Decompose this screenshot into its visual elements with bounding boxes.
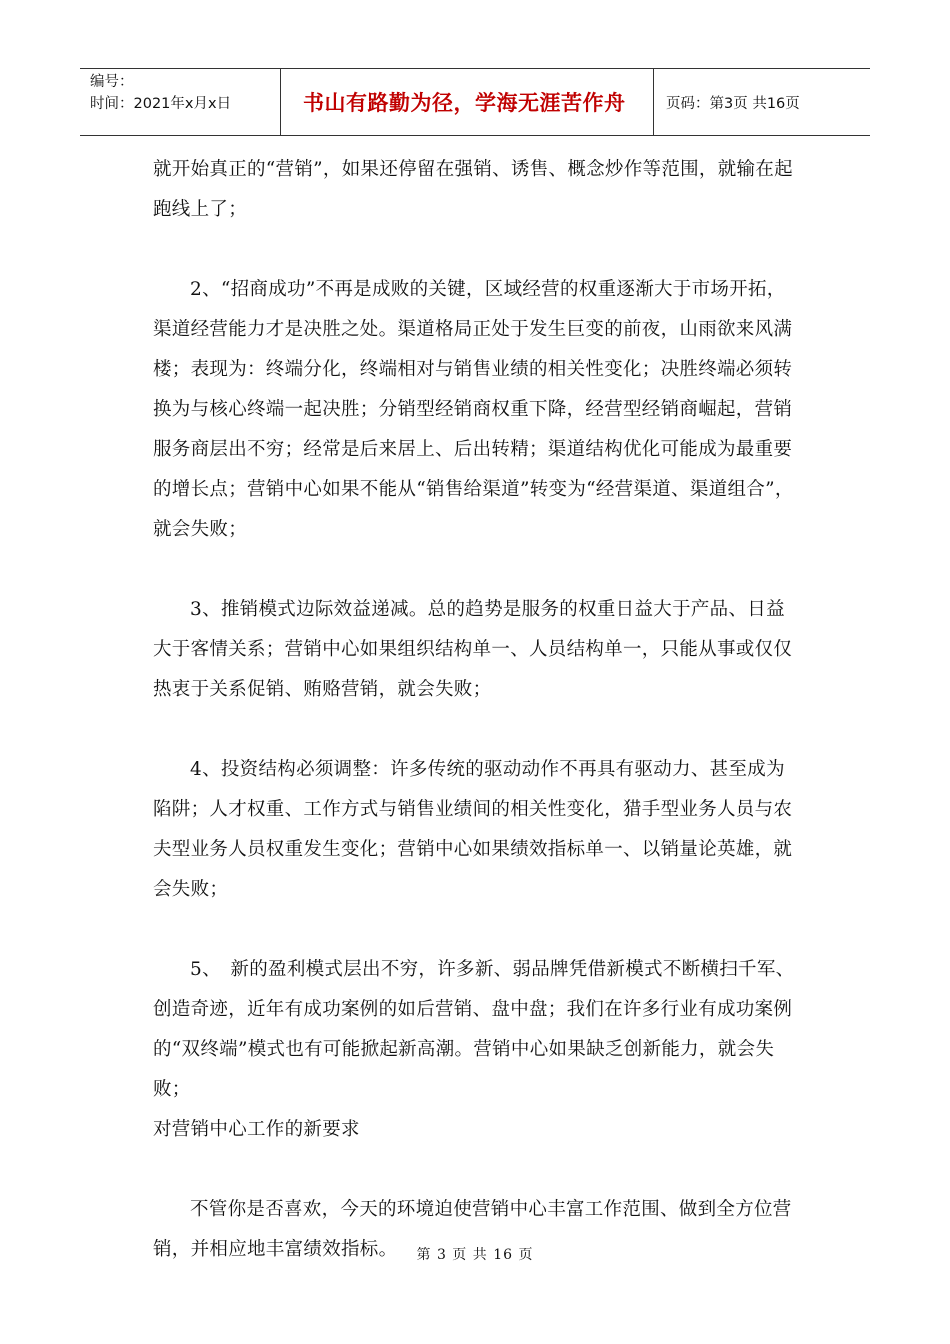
paragraph-point-3: 3、推销模式边际效益递减。总的趋势是服务的权重日益大于产品、日益大于客情关系；营销中心如果组织结构单一、人员结构单一，只能从事或仅仅热衷于关系促销、贿赂营销，就会失败； bbox=[153, 599, 793, 700]
page-header bbox=[80, 68, 870, 136]
paragraph-point-5: 5、 新的盈利模式层出不穷，许多新、弱品牌凭借新模式不断横扫千军、创造奇迹，近年有成功案例的如后营销、盘中盘；我们在许多行业有成功案例的“双终端”模式也有可能掀起新高潮。营销中心如果缺乏创新能力，就会失败； bbox=[153, 959, 795, 1100]
paragraph-point-2: 2、“招商成功”不再是成败的关键，区域经营的权重逐渐大于市场开拓，渠道经营能力才是决胜之处。渠道格局正处于发生巨变的前夜，山雨欲来风满楼；表现为：终端分化，终端相对与销售业绩的相关性变化；决胜终端必须转换为与核心终端一起决胜；分销型经销商权重下降，经营型经销商崛起，营销服务商层出不穷；经常是后来居上、后出转精；渠道结构优化可能成为最重要的增长点；营销中心如果不能从“销售给渠道”转变为“经营渠道、渠道组合”，就会失败； bbox=[153, 279, 794, 540]
number-label: 编号： bbox=[90, 74, 134, 90]
paragraph-continuation: 就开始真正的“营销”，如果还停留在强销、诱售、概念炒作等范围，就输在起跑线上了； bbox=[153, 159, 793, 220]
section-heading: 对营销中心工作的新要求 bbox=[153, 1119, 360, 1140]
document-body bbox=[153, 150, 803, 1270]
page-footer: 第 3 页 共 16 页 bbox=[416, 1247, 534, 1263]
header-motto: 书山有路勤为径，学海无涯苦作舟 bbox=[280, 69, 654, 135]
header-page-info: 页码：第3页 共16页 bbox=[666, 95, 800, 112]
time-label: 时间：2021年x月x日 bbox=[90, 96, 232, 112]
paragraph-point-4: 4、投资结构必须调整：许多传统的驱动动作不再具有驱动力、甚至成为陷阱；人才权重、工作方式与销售业绩间的相关性变化，猎手型业务人员与农夫型业务人员权重发生变化；营销中心如果绩效指标单一、以销量论英雄，就会失败； bbox=[153, 759, 793, 900]
paragraph-new-requirements: 不管你是否喜欢，今天的环境迫使营销中心丰富工作范围、做到全方位营销，并相应地丰富绩效指标。 bbox=[153, 1199, 792, 1260]
header-meta bbox=[80, 69, 280, 135]
